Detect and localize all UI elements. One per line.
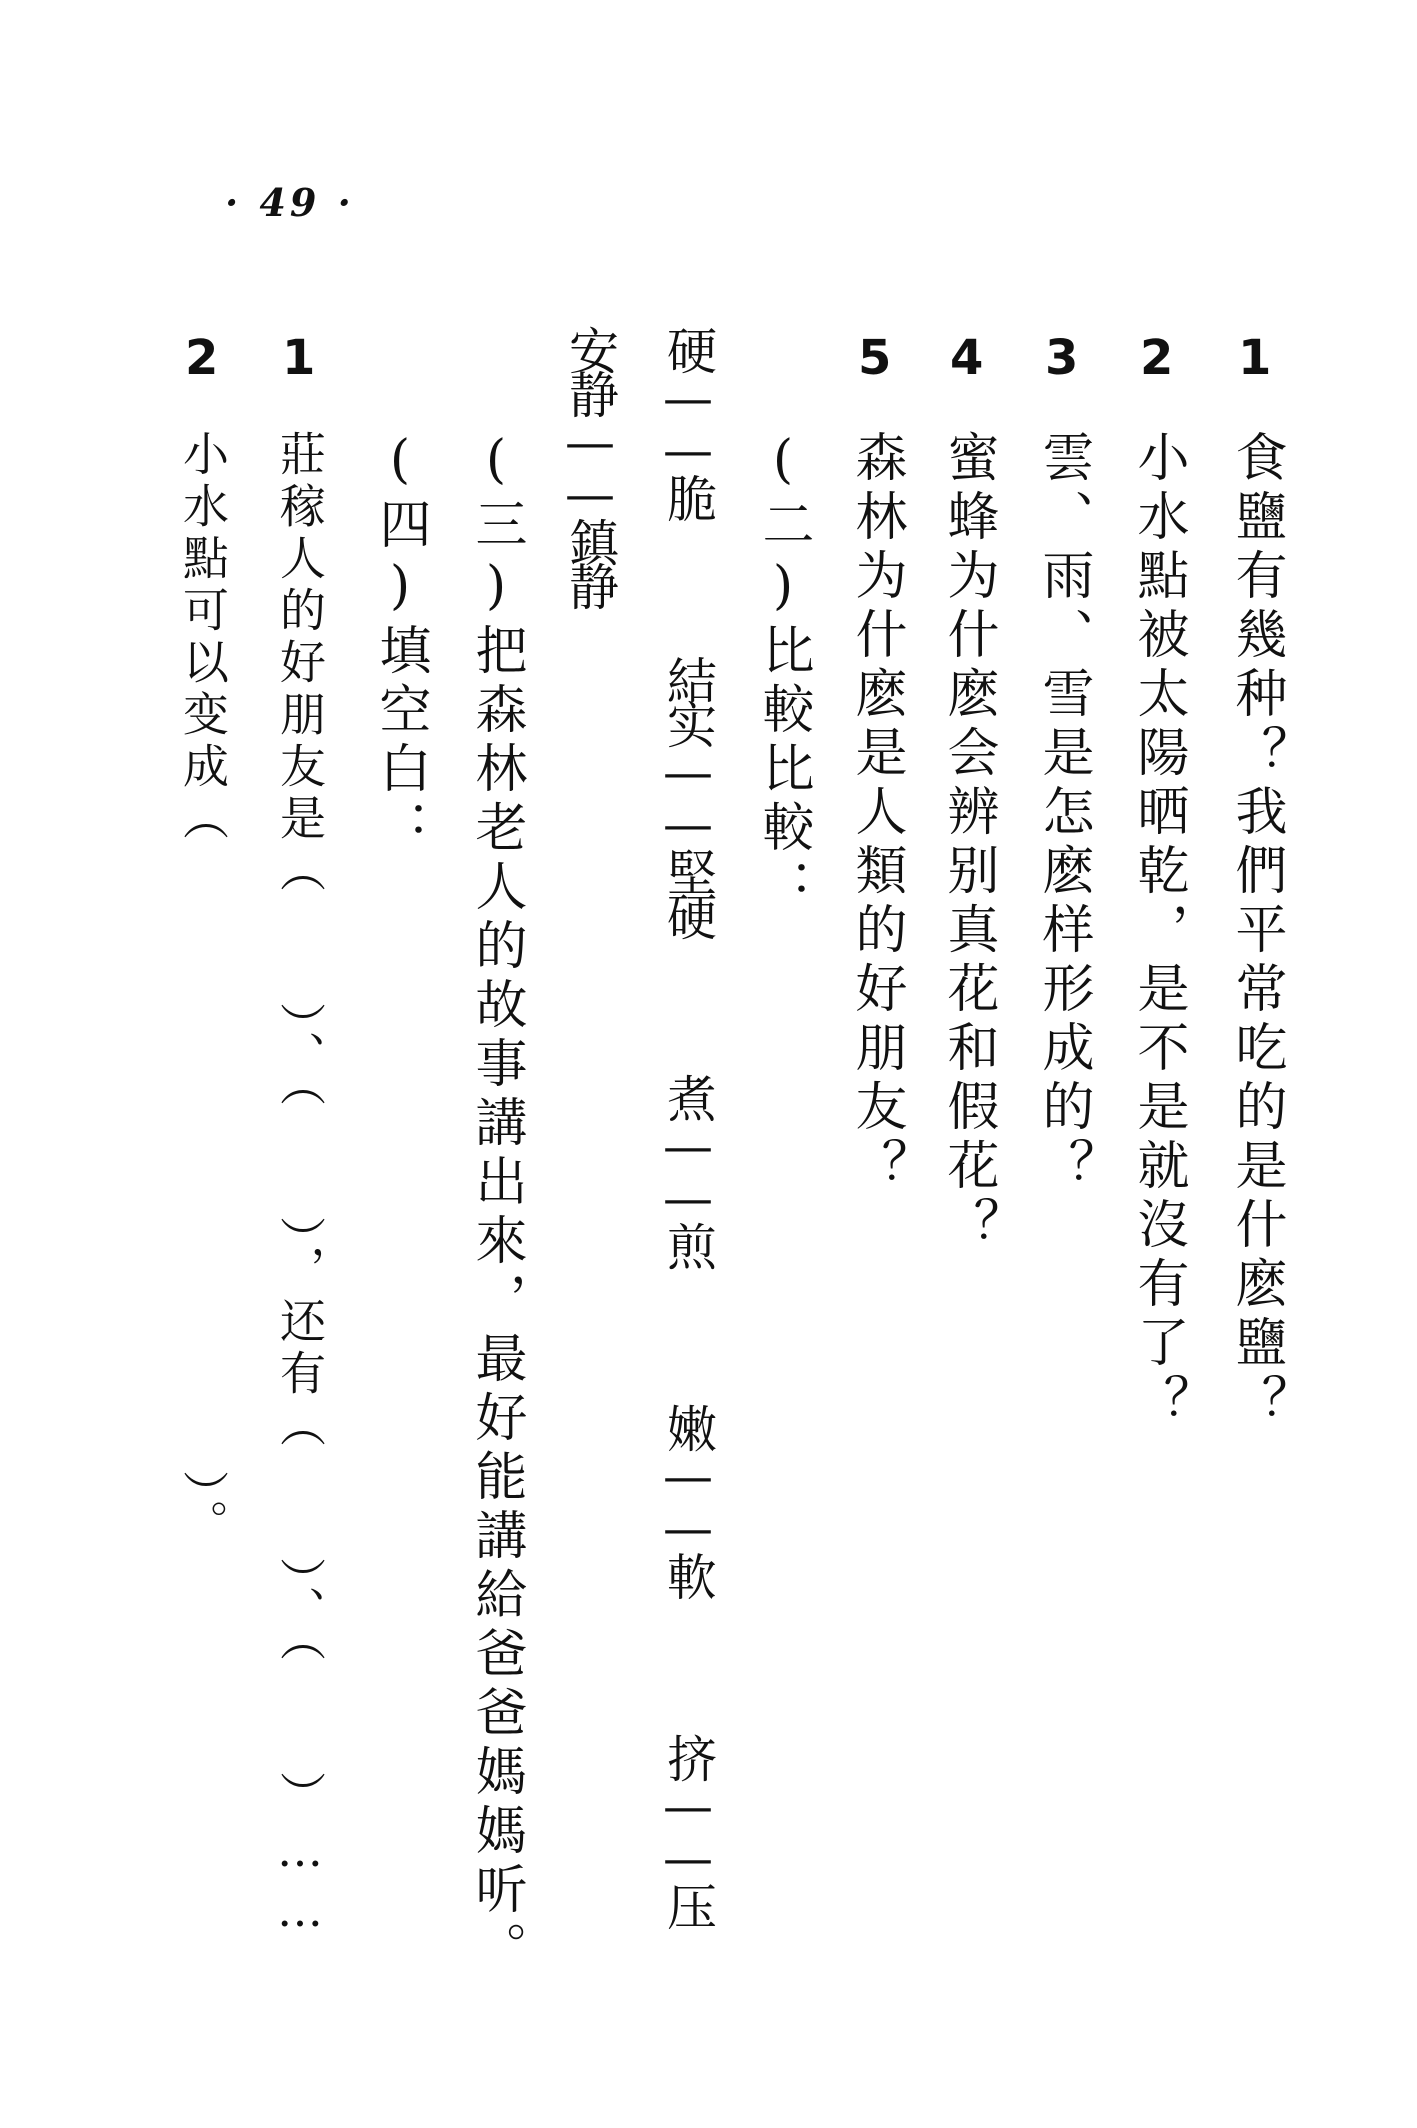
question-5-text: 森林为什麽是人類的好朋友？	[846, 430, 906, 1197]
pair-4: 嫩——軟	[659, 1403, 717, 1595]
question-5-number: 5	[858, 330, 892, 386]
pair-2: 結实——堅硬	[659, 655, 717, 935]
pair-1: 硬——脆	[659, 325, 717, 517]
pair-3: 煮——煎	[659, 1073, 717, 1265]
pair-6: 安静——鎮静	[561, 325, 619, 605]
fill-1-number: 1	[282, 330, 316, 386]
question-1-number: 1	[1238, 330, 1272, 386]
pairs-row-2	[562, 325, 618, 605]
section2-title: (二)比較比較：	[753, 430, 813, 918]
pairs-row-1	[660, 325, 716, 1925]
fill-2-number: 2	[185, 330, 219, 386]
fill-1-text: 莊稼人的好朋友是（ ）、（ ），还有（ ）、（ ）……	[273, 430, 327, 1943]
question-2-text: 小水點被太陽晒乾，是不是就沒有了？	[1128, 430, 1188, 1433]
question-4-number: 4	[950, 330, 984, 386]
question-4-text: 蜜蜂为什麽会辨别真花和假花？	[938, 430, 998, 1256]
question-3-text: 雲、雨、雪是怎麽样形成的？	[1033, 430, 1093, 1197]
question-2-number: 2	[1140, 330, 1174, 386]
question-3-number: 3	[1045, 330, 1079, 386]
fill-2-text: 小水點可以变成（ ）。	[176, 430, 230, 1551]
pair-5: 挤——压	[659, 1733, 717, 1925]
section3-text: (三)把森林老人的故事講出來，最好能講給爸爸媽媽听。	[466, 430, 526, 1980]
section4-title: (四)填空白：	[370, 430, 430, 859]
question-1-text: 食鹽有幾种？我們平常吃的是什麽鹽？	[1226, 430, 1286, 1433]
page-number: · 49 ·	[225, 180, 355, 225]
